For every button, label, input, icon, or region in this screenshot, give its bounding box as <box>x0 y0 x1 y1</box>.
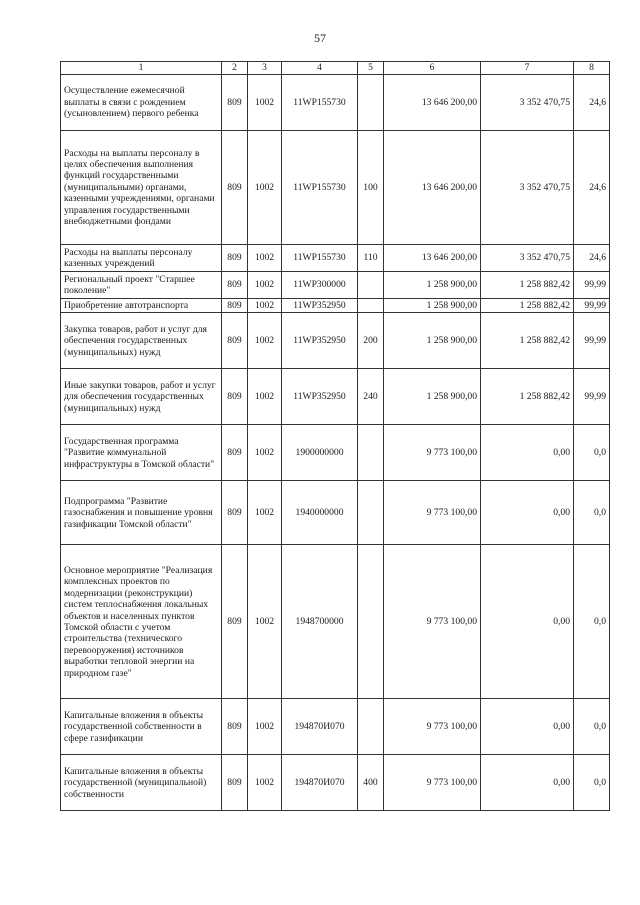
row-fact-cell: 3 352 470,75 <box>481 131 574 245</box>
row-section-cell: 1002 <box>248 369 282 425</box>
row-adm-cell: 809 <box>222 755 248 811</box>
row-expense-type-cell: 110 <box>358 245 384 272</box>
row-target-cell: 194870И070 <box>282 755 358 811</box>
row-name-cell: Подпрограмма "Развитие газоснабжения и повышение уровня газификации Томской области" <box>61 481 222 545</box>
column-header: 7 <box>481 62 574 75</box>
row-adm-cell: 809 <box>222 545 248 699</box>
row-percent-cell: 99,99 <box>574 369 610 425</box>
row-percent-cell: 0,0 <box>574 425 610 481</box>
row-expense-type-cell: 400 <box>358 755 384 811</box>
row-section-cell: 1002 <box>248 545 282 699</box>
row-adm-cell: 809 <box>222 369 248 425</box>
row-percent-cell: 24,6 <box>574 131 610 245</box>
row-plan-cell: 13 646 200,00 <box>384 75 481 131</box>
column-header: 6 <box>384 62 481 75</box>
row-adm-cell: 809 <box>222 131 248 245</box>
column-header: 2 <box>222 62 248 75</box>
row-section-cell: 1002 <box>248 75 282 131</box>
row-name-cell: Региональный проект "Старшее поколение" <box>61 272 222 299</box>
row-target-cell: 194870И070 <box>282 699 358 755</box>
row-name-cell: Закупка товаров, работ и услуг для обеспечения государственных (муниципальных) нужд <box>61 313 222 369</box>
row-expense-type-cell: 200 <box>358 313 384 369</box>
column-header: 3 <box>248 62 282 75</box>
row-adm-cell: 809 <box>222 299 248 313</box>
row-plan-cell: 9 773 100,00 <box>384 755 481 811</box>
row-section-cell: 1002 <box>248 313 282 369</box>
row-fact-cell: 1 258 882,42 <box>481 369 574 425</box>
table-row <box>61 545 610 699</box>
row-plan-cell: 9 773 100,00 <box>384 699 481 755</box>
row-plan-cell: 1 258 900,00 <box>384 299 481 313</box>
table-row <box>61 481 610 545</box>
row-target-cell: 1940000000 <box>282 481 358 545</box>
table-header-row <box>61 62 610 75</box>
row-plan-cell: 9 773 100,00 <box>384 425 481 481</box>
row-target-cell: 11WP352950 <box>282 299 358 313</box>
row-target-cell: 11WP155730 <box>282 245 358 272</box>
row-section-cell: 1002 <box>248 425 282 481</box>
row-fact-cell: 1 258 882,42 <box>481 272 574 299</box>
row-fact-cell: 0,00 <box>481 545 574 699</box>
row-adm-cell: 809 <box>222 272 248 299</box>
row-name-cell: Приобретение автотранспорта <box>61 299 222 313</box>
row-adm-cell: 809 <box>222 425 248 481</box>
row-expense-type-cell: 100 <box>358 131 384 245</box>
table-row <box>61 75 610 131</box>
row-section-cell: 1002 <box>248 245 282 272</box>
row-adm-cell: 809 <box>222 699 248 755</box>
row-name-cell: Капитальные вложения в объекты государственной собственности в сфере газификации <box>61 699 222 755</box>
row-fact-cell: 1 258 882,42 <box>481 299 574 313</box>
table-row <box>61 272 610 299</box>
row-target-cell: 11WP352950 <box>282 369 358 425</box>
row-plan-cell: 1 258 900,00 <box>384 313 481 369</box>
row-expense-type-cell <box>358 481 384 545</box>
row-percent-cell: 99,99 <box>574 313 610 369</box>
row-expense-type-cell <box>358 699 384 755</box>
row-section-cell: 1002 <box>248 755 282 811</box>
table-row <box>61 313 610 369</box>
column-header: 1 <box>61 62 222 75</box>
row-section-cell: 1002 <box>248 272 282 299</box>
row-section-cell: 1002 <box>248 481 282 545</box>
row-adm-cell: 809 <box>222 313 248 369</box>
row-name-cell: Расходы на выплаты персоналу казенных учреждений <box>61 245 222 272</box>
budget-table <box>60 61 610 811</box>
row-percent-cell: 0,0 <box>574 755 610 811</box>
row-plan-cell: 9 773 100,00 <box>384 481 481 545</box>
table-row <box>61 299 610 313</box>
row-name-cell: Основное мероприятие "Реализация комплексных проектов по модернизации (реконструкции) систем теплоснабжения локальных объектов и населенных пунктов Томской области с учетом строительства (технического перевооружения) источников выработки тепловой энергии на природном газе" <box>61 545 222 699</box>
row-name-cell: Государственная программа "Развитие коммунальной инфраструктуры в Томской области" <box>61 425 222 481</box>
row-fact-cell: 0,00 <box>481 425 574 481</box>
row-expense-type-cell: 240 <box>358 369 384 425</box>
row-adm-cell: 809 <box>222 245 248 272</box>
row-name-cell: Расходы на выплаты персоналу в целях обеспечения выполнения функций государственными (муниципальными) органами, казенными учреждениями, органами управления государственными внебюджетными фондами <box>61 131 222 245</box>
table-row <box>61 245 610 272</box>
row-adm-cell: 809 <box>222 481 248 545</box>
row-adm-cell: 809 <box>222 75 248 131</box>
row-target-cell: 11WP352950 <box>282 313 358 369</box>
row-plan-cell: 13 646 200,00 <box>384 131 481 245</box>
column-header: 4 <box>282 62 358 75</box>
row-percent-cell: 24,6 <box>574 245 610 272</box>
row-plan-cell: 13 646 200,00 <box>384 245 481 272</box>
row-expense-type-cell <box>358 545 384 699</box>
row-section-cell: 1002 <box>248 131 282 245</box>
row-expense-type-cell <box>358 75 384 131</box>
row-section-cell: 1002 <box>248 699 282 755</box>
row-name-cell: Капитальные вложения в объекты государственной (муниципальной) собственности <box>61 755 222 811</box>
row-fact-cell: 1 258 882,42 <box>481 313 574 369</box>
table-row <box>61 131 610 245</box>
row-percent-cell: 24,6 <box>574 75 610 131</box>
row-name-cell: Иные закупки товаров, работ и услуг для обеспечения государственных (муниципальных) нужд <box>61 369 222 425</box>
row-percent-cell: 0,0 <box>574 481 610 545</box>
row-target-cell: 11WP155730 <box>282 75 358 131</box>
page-number: 57 <box>314 31 326 45</box>
table-row <box>61 699 610 755</box>
row-plan-cell: 1 258 900,00 <box>384 369 481 425</box>
row-plan-cell: 1 258 900,00 <box>384 272 481 299</box>
row-expense-type-cell <box>358 425 384 481</box>
row-percent-cell: 99,99 <box>574 299 610 313</box>
row-target-cell: 1900000000 <box>282 425 358 481</box>
row-fact-cell: 3 352 470,75 <box>481 245 574 272</box>
column-header: 8 <box>574 62 610 75</box>
row-target-cell: 11WP300000 <box>282 272 358 299</box>
row-name-cell: Осуществление ежемесячной выплаты в связи с рождением (усыновлением) первого ребенка <box>61 75 222 131</box>
column-header: 5 <box>358 62 384 75</box>
row-percent-cell: 0,0 <box>574 699 610 755</box>
row-section-cell: 1002 <box>248 299 282 313</box>
row-fact-cell: 0,00 <box>481 699 574 755</box>
row-expense-type-cell <box>358 272 384 299</box>
row-percent-cell: 99,99 <box>574 272 610 299</box>
row-fact-cell: 3 352 470,75 <box>481 75 574 131</box>
row-percent-cell: 0,0 <box>574 545 610 699</box>
row-plan-cell: 9 773 100,00 <box>384 545 481 699</box>
table-row <box>61 369 610 425</box>
table-row <box>61 425 610 481</box>
row-fact-cell: 0,00 <box>481 481 574 545</box>
table-row <box>61 755 610 811</box>
row-expense-type-cell <box>358 299 384 313</box>
row-fact-cell: 0,00 <box>481 755 574 811</box>
row-target-cell: 11WP155730 <box>282 131 358 245</box>
row-target-cell: 1948700000 <box>282 545 358 699</box>
